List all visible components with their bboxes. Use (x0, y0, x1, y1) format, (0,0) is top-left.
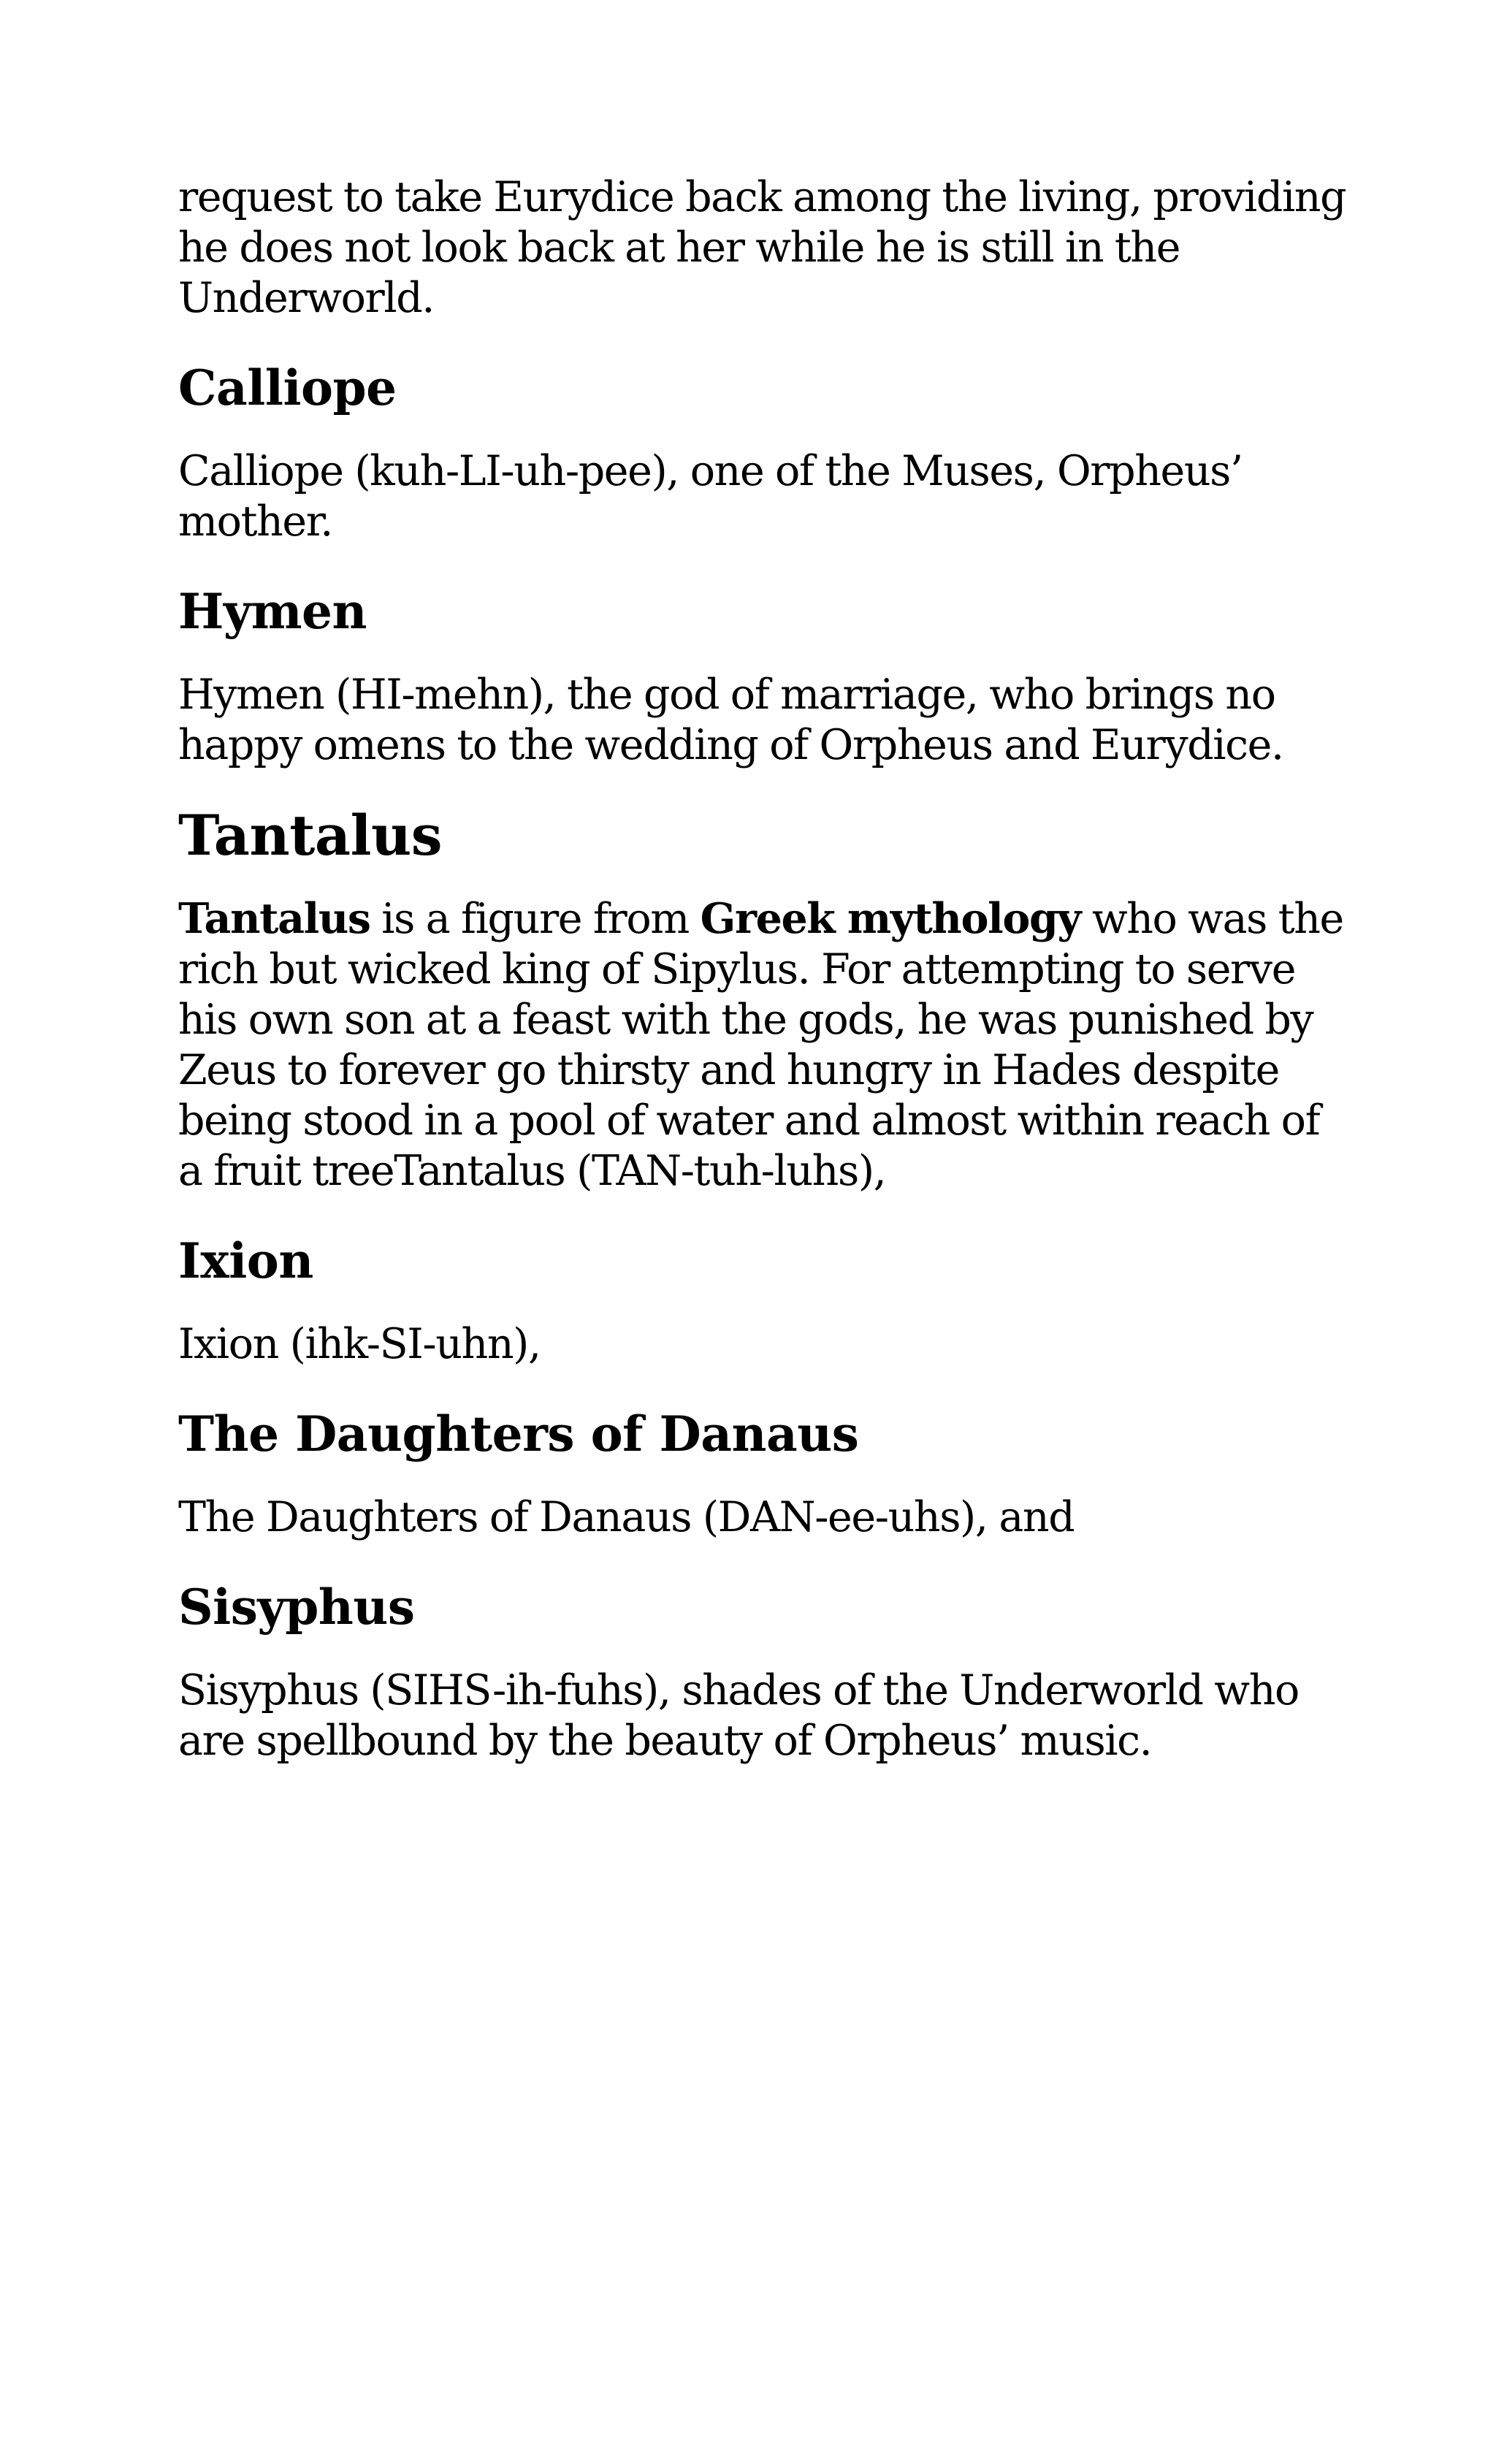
heading-sisyphus: Sisyphus (178, 1579, 415, 1636)
paragraph-daughters-of-danaus: The Daughters of Danaus (DAN-ee-uhs), and (178, 1493, 1075, 1541)
heading-calliope: Calliope (178, 359, 397, 416)
bold-term-tantalus: Tantalus (178, 894, 370, 943)
intro-paragraph: request to take Eurydice back among the living, providing he does not look back at her while he is still in the Underworld. (178, 173, 1346, 322)
paragraph-tantalus-text-2: who was the rich but wicked king of Sipylus. For attempting to serve his own son at a feast with the gods, he was punished by Zeus to forever go thirsty and hungry in Hades despite being stood in a pool of water and almost within reach of a fruit treeTantalus (TAN-tuh-luhs), (178, 895, 1343, 1195)
paragraph-hymen: Hymen (HI-mehn), the god of marriage, who brings no happy omens to the wedding of Orpheus and Eurydice. (178, 671, 1283, 769)
heading-tantalus: Tantalus (178, 803, 443, 868)
bold-term-greek-mythology: Greek mythology (700, 894, 1081, 943)
document-page (178, 172, 1347, 1766)
paragraph-tantalus (178, 893, 1347, 1197)
paragraph-ixion: Ixion (ihk-SI-uhn), (178, 1320, 541, 1368)
paragraph-calliope: Calliope (kuh-LI-uh-pee), one of the Muses, Orpheus’ mother. (178, 447, 1243, 546)
paragraph-tantalus-text-1: is a figure from (370, 895, 701, 943)
paragraph-sisyphus: Sisyphus (SIHS-ih-fuhs), shades of the Underworld who are spellbound by the beauty of Orpheus’ music. (178, 1666, 1299, 1765)
heading-ixion: Ixion (178, 1232, 313, 1289)
heading-daughters-of-danaus: The Daughters of Danaus (178, 1405, 859, 1462)
heading-hymen: Hymen (178, 583, 367, 640)
